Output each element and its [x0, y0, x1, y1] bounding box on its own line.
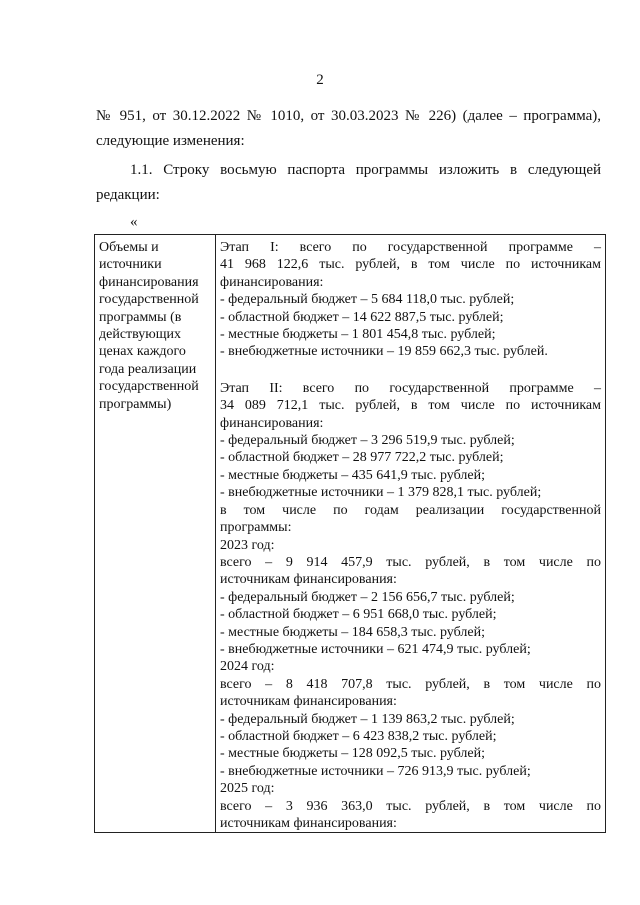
row-label-line: программы) [99, 396, 172, 412]
stage-line: источникам финансирования: [220, 572, 397, 588]
stage-line: 41 968 122,6 тыс. рублей, в том числе по источникам [220, 257, 601, 273]
stage-line: - областной бюджет – 6 951 668,0 тыс. рублей; [220, 607, 497, 623]
stage-line: финансирования: [220, 415, 324, 431]
intro-line-4: редакции: [96, 187, 160, 203]
stage-line: всего – 8 418 707,8 тыс. рублей, в том числе по [220, 676, 601, 692]
row-label-cell [95, 235, 216, 833]
year-heading: 2023 год: [220, 537, 275, 553]
stage-line: - областной бюджет – 28 977 722,2 тыс. рублей; [220, 450, 504, 466]
stage-1-block [220, 239, 601, 361]
row-label-line: государственной [99, 292, 199, 308]
stage-line: - внебюджетные источники – 726 913,9 тыс. рублей; [220, 763, 531, 779]
row-label-line: года реализации [99, 361, 197, 377]
stage-line: всего – 3 936 363,0 тыс. рублей, в том числе по [220, 798, 601, 814]
year-heading: 2025 год: [220, 781, 275, 797]
stage-line: - внебюджетные источники – 621 474,9 тыс. рублей; [220, 641, 531, 657]
row-label-line: ценах каждого [99, 344, 186, 360]
stage-line: Этап II: всего по государственной программе – [220, 380, 601, 396]
stage-line: - местные бюджеты – 128 092,5 тыс. рублей; [220, 746, 485, 762]
page-number: 2 [316, 72, 324, 88]
intro-line-3: 1.1. Строку восьмую паспорта программы изложить в следующей [130, 162, 601, 178]
stage-line: - местные бюджеты – 1 801 454,8 тыс. рублей; [220, 327, 496, 343]
stage-line: - внебюджетные источники – 1 379 828,1 тыс. рублей; [220, 485, 542, 501]
opening-quote: « [130, 214, 138, 230]
stage-line: - федеральный бюджет – 5 684 118,0 тыс. рублей; [220, 292, 515, 308]
stage-line: программы: [220, 520, 292, 536]
row-label-line: программы (в [99, 309, 182, 325]
stage-line: - местные бюджеты – 184 658,3 тыс. рублей; [220, 624, 485, 640]
table-row [95, 235, 606, 833]
intro-line-2: следующие изменения: [96, 133, 245, 149]
stage-line: финансирования: [220, 274, 324, 290]
stage-line: всего – 9 914 457,9 тыс. рублей, в том числе по [220, 554, 601, 570]
row-label-line: Объемы и [99, 240, 159, 255]
stage-line: - федеральный бюджет – 3 296 519,9 тыс. рублей; [220, 433, 515, 449]
stage-2-block [220, 380, 601, 833]
stage-line: - областной бюджет – 14 622 887,5 тыс. рублей; [220, 309, 504, 325]
row-label-line: действующих [99, 327, 182, 343]
stage-line: в том числе по годам реализации государственной [220, 502, 601, 518]
intro-line-1: № 951, от 30.12.2022 № 1010, от 30.03.2023 № 226) (далее – программа), [96, 108, 601, 124]
row-label-line: источники [99, 257, 162, 273]
stage-line: - внебюджетные источники – 19 859 662,3 тыс. рублей. [220, 344, 548, 360]
year-heading: 2024 год: [220, 659, 275, 675]
stage-line: источникам финансирования: [220, 694, 397, 710]
program-passport-table [94, 234, 606, 833]
stage-line: 34 089 712,1 тыс. рублей, в том числе по источникам [220, 398, 601, 414]
stage-line: - областной бюджет – 6 423 838,2 тыс. рублей; [220, 728, 497, 744]
row-value-cell [216, 235, 606, 833]
stage-line: Этап I: всего по государственной программе – [220, 240, 601, 255]
row-label-line: финансирования [99, 274, 199, 290]
stage-line: - местные бюджеты – 435 641,9 тыс. рублей; [220, 467, 485, 483]
stage-line: источникам финансирования: [220, 816, 397, 831]
stage-gap [220, 361, 601, 380]
stage-line: - федеральный бюджет – 1 139 863,2 тыс. рублей; [220, 711, 515, 727]
row-label-line: государственной [99, 379, 199, 395]
stage-line: - федеральный бюджет – 2 156 656,7 тыс. рублей; [220, 589, 515, 605]
